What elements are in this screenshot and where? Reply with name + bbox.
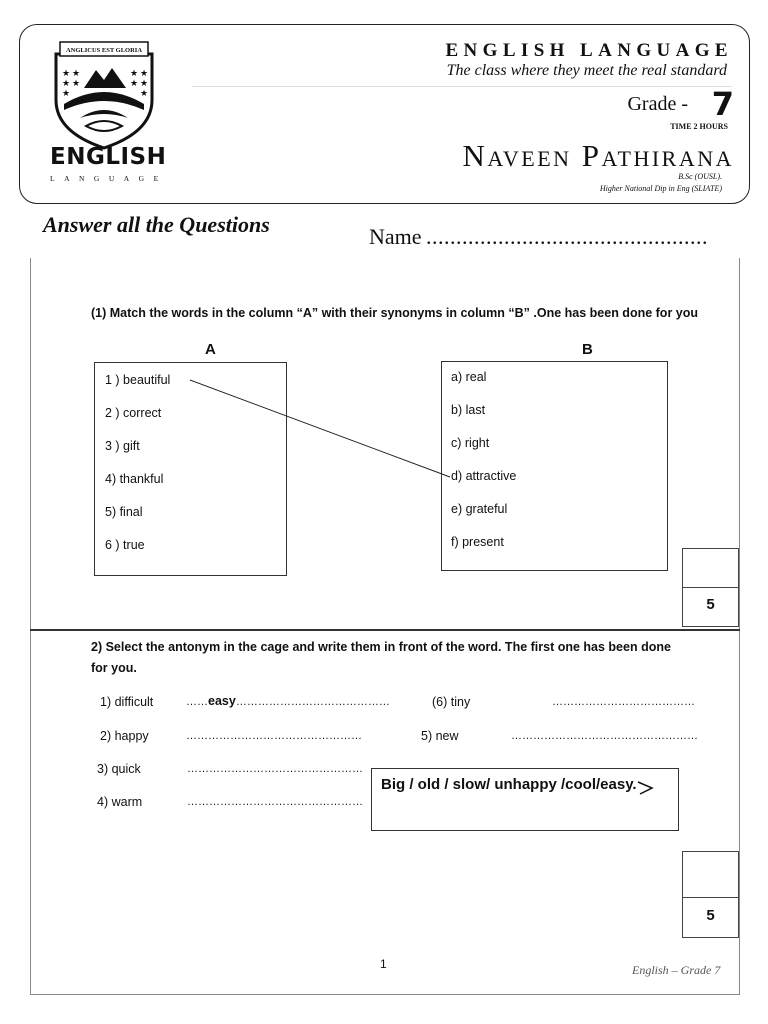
question-2-prompt-cont: for you. — [91, 661, 137, 675]
teacher-credential-2: Higher National Dip in Eng (SLIATE) — [599, 184, 722, 193]
header-tagline: The class where they meet the real standard — [446, 62, 727, 79]
antonym-answer-line[interactable]: ………………………………………… — [186, 730, 362, 742]
column-b-item: b) last — [451, 403, 486, 417]
svg-text:★: ★ — [62, 68, 71, 78]
word-cage-text: Big / old / slow/ unhappy /cool/easy. — [381, 776, 637, 793]
svg-text:★: ★ — [130, 68, 139, 78]
logo-subtitle: LANGUAGE — [50, 174, 168, 183]
score-box-top — [682, 548, 739, 588]
column-a-item: 2 ) correct — [105, 406, 162, 420]
column-b-item: a) real — [451, 370, 487, 384]
grade-number: 7 — [711, 85, 734, 123]
header-title: ENGLISH LANGUAGE — [445, 40, 733, 61]
teacher-credential-1: B.Sc (OUSL). — [678, 172, 722, 181]
column-b-heading: B — [582, 341, 593, 358]
question-2-score: 5 — [706, 907, 715, 924]
svg-text:★: ★ — [62, 78, 71, 88]
column-b-item: f) present — [451, 535, 504, 549]
antonym-item-label: 1) difficult — [100, 695, 154, 709]
column-b-item: c) right — [451, 436, 490, 450]
logo-motto: ANGLICUS EST GLORIA — [65, 47, 143, 54]
time-label: TIME 2 HOURS — [670, 122, 728, 131]
instruction-answer-all: Answer all the Questions — [43, 212, 270, 237]
svg-text:★: ★ — [72, 68, 81, 78]
column-b-item: e) grateful — [451, 502, 508, 516]
svg-text:★: ★ — [130, 78, 139, 88]
logo-word: ENGLISH — [50, 144, 167, 170]
column-a-heading: A — [205, 341, 216, 358]
grade-label: Grade - — [627, 93, 688, 115]
column-a-item: 6 ) true — [105, 538, 145, 552]
answer-dots: …… — [186, 696, 208, 708]
svg-text:★: ★ — [140, 68, 149, 78]
antonym-answer-line[interactable]: ………………………………………… — [187, 796, 363, 808]
antonym-item-label: 4) warm — [97, 795, 143, 809]
question-1-prompt: (1) Match the words in the column “A” with their synonyms in column “B” .One has been done for you — [91, 306, 699, 320]
strike-mark-icon — [636, 778, 660, 798]
teacher-name: Naveen Pathirana — [462, 138, 734, 173]
column-b-item: d) attractive — [451, 469, 517, 483]
column-a-item: 5) final — [105, 505, 143, 519]
svg-text:★: ★ — [62, 88, 71, 98]
svg-text:★: ★ — [140, 88, 149, 98]
answer-dots: …………………………………… — [235, 696, 390, 708]
antonym-answer-line[interactable]: ………………………………………… — [187, 763, 363, 775]
score-box-top — [682, 851, 739, 898]
column-a-item: 4) thankful — [105, 472, 164, 486]
svg-text:★: ★ — [140, 78, 149, 88]
antonym-item-label: (6) tiny — [432, 695, 471, 709]
question-1-score: 5 — [706, 596, 715, 613]
antonym-item-label: 3) quick — [97, 762, 141, 776]
answer-text: easy — [208, 694, 236, 708]
antonym-answer-line[interactable]: …………………………………………… — [511, 730, 698, 742]
name-label: Name — [369, 224, 422, 249]
antonym-item-label: 5) new — [421, 729, 459, 743]
footer-subject: English – Grade 7 — [632, 963, 721, 977]
question-2-prompt: 2) Select the antonym in the cage and write them in front of the word. The first one has been done — [91, 640, 671, 654]
svg-text:★: ★ — [72, 78, 81, 88]
page-number: 1 — [380, 957, 387, 971]
name-field[interactable]: ............................................... — [426, 224, 708, 249]
antonym-item-label: 2) happy — [100, 729, 149, 743]
column-a-item: 3 ) gift — [105, 439, 140, 453]
antonym-answer-line[interactable]: ………………………………… — [552, 696, 695, 708]
antonym-answer-line[interactable] — [186, 694, 390, 708]
column-a-item: 1 ) beautiful — [105, 373, 171, 387]
